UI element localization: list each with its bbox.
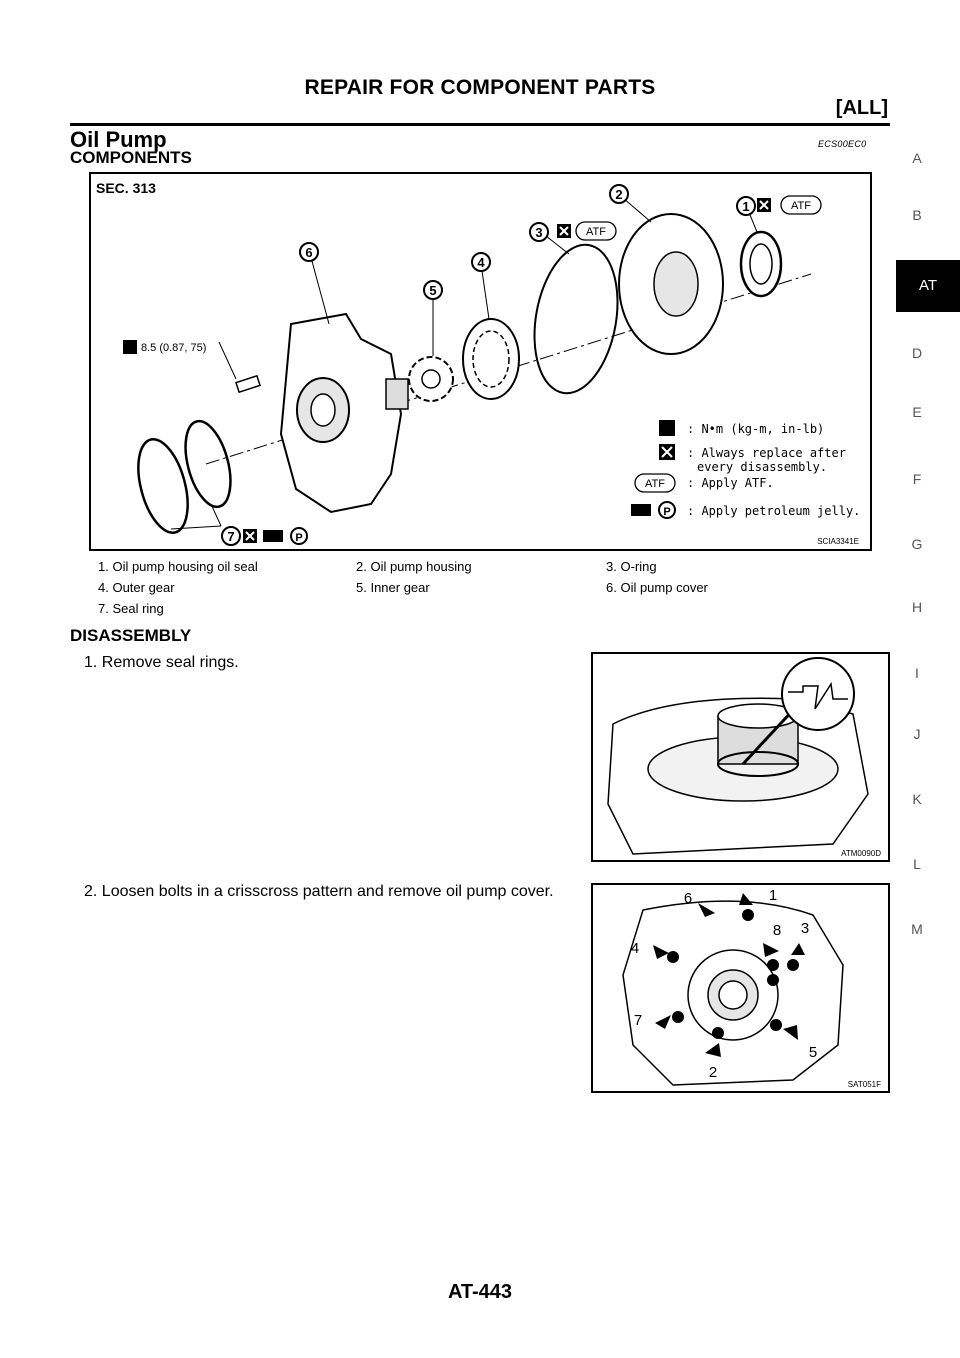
torque-icon [123, 340, 137, 354]
components-drawing [91, 174, 870, 549]
page-number: AT-443 [447, 1281, 513, 1303]
replace-icon [757, 198, 771, 212]
tab-b[interactable]: B [912, 207, 922, 223]
legend-torque-icon [659, 420, 675, 436]
section-title: Oil Pump [70, 127, 167, 152]
tab-e[interactable]: E [912, 404, 922, 420]
tab-l[interactable]: L [913, 856, 921, 872]
svg-text:2: 2 [615, 187, 623, 202]
tab-h[interactable]: H [911, 599, 923, 615]
callout-4 [472, 253, 490, 271]
tab-k[interactable]: K [912, 791, 922, 807]
tab-m[interactable]: M [911, 921, 923, 937]
svg-text:5: 5 [429, 283, 437, 298]
svg-text:4: 4 [477, 255, 485, 270]
bolt-number: 1 [768, 887, 778, 904]
tab-a[interactable]: A [912, 150, 922, 166]
components-figure [89, 172, 872, 551]
torque-value: 8.5 (0.87, 75) [141, 342, 207, 354]
legend-torque: : N•m (kg-m, in-lb) [687, 422, 825, 436]
list-item: 4. Outer gear [98, 580, 175, 595]
atf-label-1: ATF [791, 200, 811, 212]
header-rule [70, 123, 890, 126]
list-item: 6. Oil pump cover [606, 580, 708, 595]
components-heading: COMPONENTS [70, 148, 192, 167]
svg-text:P: P [663, 506, 671, 518]
disassembly-heading: DISASSEMBLY [70, 626, 192, 645]
legend-replace-2: every disassembly. [697, 460, 828, 474]
legend-jelly: : Apply petroleum jelly. [687, 504, 861, 518]
tab-d[interactable]: D [911, 345, 923, 361]
bolt-number: 6 [683, 890, 693, 907]
section-code: ECS00EC0 [818, 139, 867, 149]
tab-i[interactable]: I [915, 665, 919, 681]
page-header-scope: [ALL] [835, 97, 888, 119]
legend-replace-icon [659, 444, 675, 460]
figure-code: SCIA3341E [817, 537, 859, 546]
figure-code: ATM0090D [841, 849, 881, 858]
step-2: 2. Loosen bolts in a crisscross pattern and remove oil pump cover. [84, 883, 554, 900]
callout-7 [222, 527, 240, 545]
legend-atf: : Apply ATF. [687, 476, 774, 490]
list-item: 2. Oil pump housing [356, 559, 472, 574]
list-item: 5. Inner gear [356, 580, 430, 595]
bolt-pattern-figure [591, 883, 890, 1093]
bolt-number: 4 [630, 940, 640, 957]
callout-2 [610, 185, 628, 203]
callout-1 [737, 197, 755, 215]
legend-replace: : Always replace after [687, 446, 846, 460]
tab-at[interactable]: AT [896, 260, 960, 312]
callout-5 [424, 281, 442, 299]
figure-code: SAT051F [847, 1080, 881, 1089]
sec-number: SEC. 313 [96, 180, 156, 196]
bolt-number: 8 [772, 922, 782, 939]
p-mark [291, 528, 307, 544]
callout-3 [530, 223, 548, 241]
replace-icon [557, 224, 571, 238]
tab-f[interactable]: F [912, 471, 922, 487]
bolt-number: 3 [800, 920, 810, 937]
svg-text:ATF: ATF [645, 478, 665, 490]
page-header-title: REPAIR FOR COMPONENT PARTS [304, 76, 656, 99]
svg-text:7: 7 [227, 529, 235, 544]
svg-text:3: 3 [535, 225, 543, 240]
svg-text:6: 6 [305, 245, 313, 260]
replace-icon [243, 529, 257, 543]
svg-text:P: P [295, 532, 303, 544]
bolt-number: 5 [808, 1044, 818, 1061]
bolt-pattern-drawing [593, 885, 888, 1091]
list-item: 3. O-ring [606, 559, 657, 574]
callout-6 [300, 243, 318, 261]
bolt-number: 2 [708, 1064, 718, 1081]
tab-j[interactable]: J [913, 726, 921, 742]
svg-text:1: 1 [742, 199, 750, 214]
list-item: 1. Oil pump housing oil seal [98, 559, 258, 574]
seal-rings-drawing [593, 654, 888, 860]
atf-label-2: ATF [586, 226, 606, 238]
tab-g[interactable]: G [911, 536, 923, 552]
list-item: 7. Seal ring [98, 601, 164, 616]
seal-rings-figure [591, 652, 890, 862]
bolt-number: 7 [633, 1012, 643, 1029]
step-1: 1. Remove seal rings. [84, 654, 239, 671]
